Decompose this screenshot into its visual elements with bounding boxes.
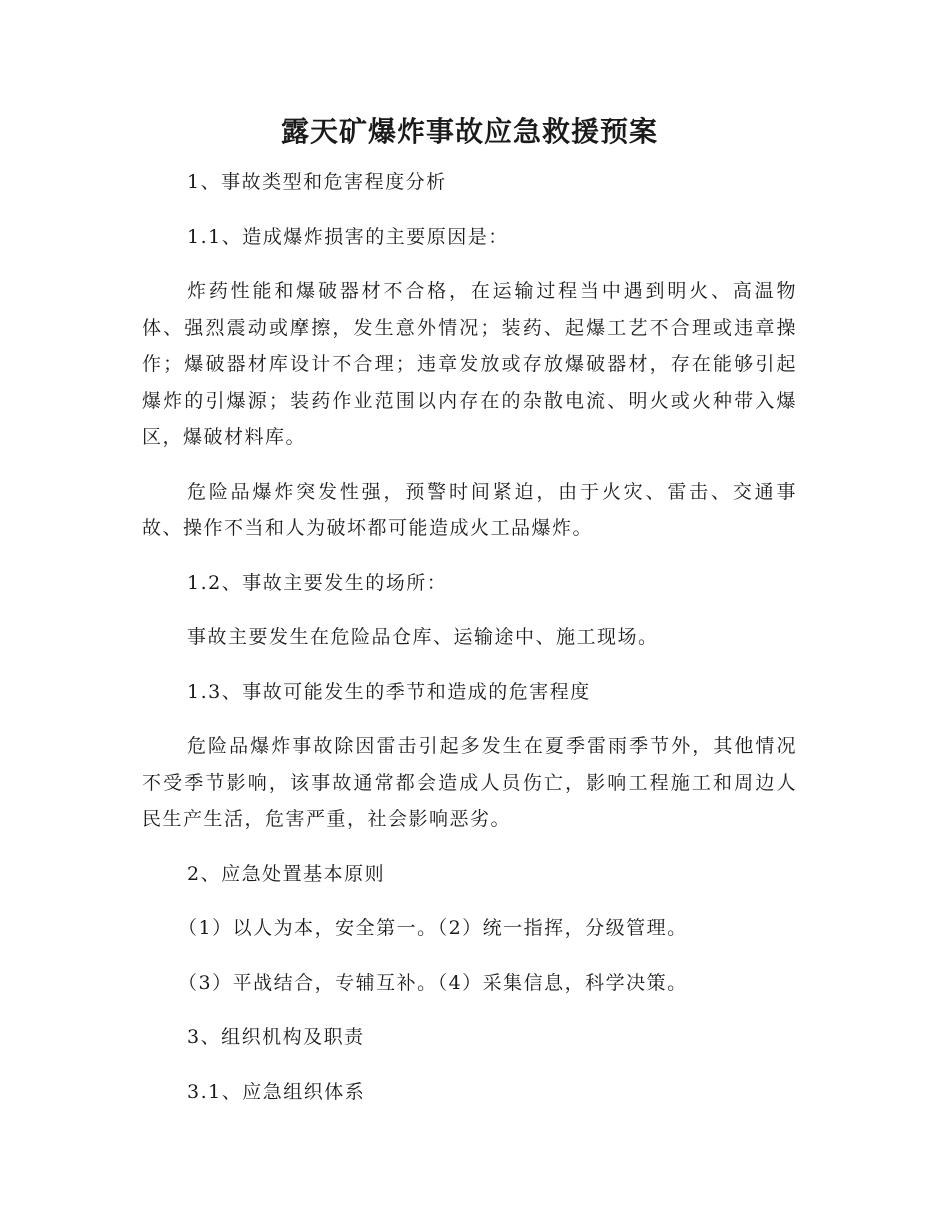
principles-line-2: （3）平战结合，专辅互补。（4）采集信息，科学决策。 (178, 971, 688, 994)
document-title: 露天矿爆炸事故应急救援预案 (280, 115, 658, 148)
section-heading-1: 1、事故类型和危害程度分析 (187, 171, 447, 193)
section-heading-2: 2、应急处置基本原则 (187, 862, 386, 885)
section-heading-1-2: 1.2、事故主要发生的场所： (187, 571, 448, 594)
paragraph-causes: 炸药性能和爆破器材不合格，在运输过程当中遇到明火、高温物体、强烈震动或摩擦，发生意外情况；装药、起爆工艺不合理或违章操作；爆破器材库设计不合理；违章发放或存放爆破器材，存在能够引起爆炸的引爆源；装药作业范围以内存在的杂散电流、明火或火种带入爆区，爆破材料库。 (142, 280, 797, 448)
document-page (142, 110, 797, 1128)
section-heading-3: 3、组织机构及职责 (187, 1026, 365, 1048)
paragraph-hazards: 危险品爆炸突发性强，预警时间紧迫，由于火灾、雷击、交通事故、操作不当和人为破坏都可能造成火工品爆炸。 (142, 480, 797, 539)
section-heading-1-3: 1.3、事故可能发生的季节和造成的危害程度 (187, 680, 591, 703)
paragraph-locations: 事故主要发生在危险品仓库、运输途中、施工现场。 (187, 626, 659, 648)
section-heading-1-1: 1.1、造成爆炸损害的主要原因是： (187, 225, 509, 248)
principles-line-1: （1）以人为本，安全第一。（2）统一指挥，分级管理。 (178, 917, 688, 939)
section-heading-3-1: 3.1、应急组织体系 (187, 1080, 366, 1103)
paragraph-seasons: 危险品爆炸事故除因雷击引起多发生在夏季雷雨季节外，其他情况不受季节影响，该事故通常都会造成人员伤亡，影响工程施工和周边人民生产生活，危害严重，社会影响恶劣。 (142, 735, 797, 830)
